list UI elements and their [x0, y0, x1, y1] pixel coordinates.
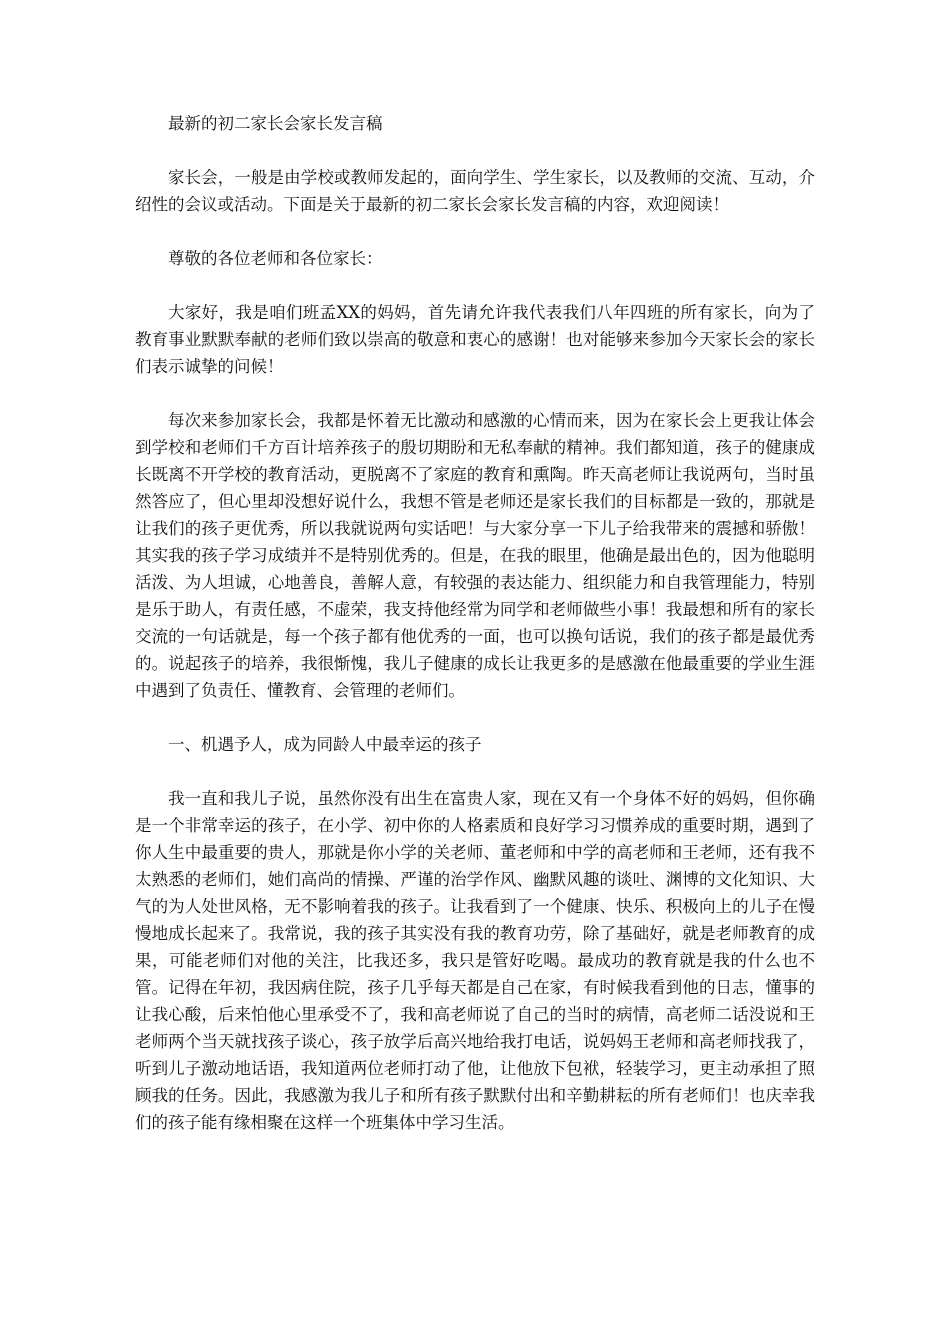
body-paragraph: 每次来参加家长会，我都是怀着无比激动和感激的心情而来，因为在家长会上更我让体会到学校和老师们千方百计培养孩子的殷切期盼和无私奉献的精神。我们都知道，孩子的健康成长既离不开学校的教育活动，更脱离不了家庭的教育和熏陶。昨天高老师让我说两句，当时虽然答应了，但心里却没想好说什么，我想不管是老师还是家长我们的目标都是一致的，那就是让我们的孩子更优秀，所以我就说两句实话吧！与大家分享一下儿子给我带来的震撼和骄傲！其实我的孩子学习成绩并不是特别优秀的。但是，在我的眼里，他确是最出色的，因为他聪明活泼、为人坦诚，心地善良，善解人意，有较强的表达能力、组织能力和自我管理能力，特别是乐于助人，有责任感，不虚荣，我支持他经常为同学和老师做些小事！我最想和所有的家长交流的一句话就是，每一个孩子都有他优秀的一面，也可以换句话说，我们的孩子都是最优秀的。说起孩子的培养，我很惭愧，我儿子健康的成长让我更多的是感激在他最重要的学业生涯中遇到了负责任、懂教育、会管理的老师们。	[135, 411, 815, 700]
document-title: 最新的初二家长会家长发言稿	[168, 114, 383, 133]
intro-paragraph: 家长会，一般是由学校或教师发起的，面向学生、学生家长，以及教师的交流、互动，介绍性的会议或活动。下面是关于最新的初二家长会家长发言稿的内容，欢迎阅读！	[135, 168, 815, 214]
greeting-paragraph: 大家好，我是咱们班孟XX的妈妈，首先请允许我代表我们八年四班的所有家长，向为了教育事业默默奉献的老师们致以崇高的敬意和衷心的感谢！也对能够来参加今天家长会的家长们表示诚挚的问候！	[135, 303, 815, 376]
document-body	[135, 110, 815, 1163]
section-heading: 一、机遇予人，成为同龄人中最幸运的孩子	[168, 735, 482, 754]
body-paragraph: 我一直和我儿子说，虽然你没有出生在富贵人家，现在又有一个身体不好的妈妈，但你确是一个非常幸运的孩子，在小学、初中你的人格素质和良好学习习惯养成的重要时期，遇到了你人生中最重要的贵人，那就是你小学的关老师、董老师和中学的高老师和王老师，还有我不太熟悉的老师们，她们高尚的情操、严谨的治学作风、幽默风趣的谈吐、渊博的文化知识、大气的为人处世风格，无不影响着我的孩子。让我看到了一个健康、快乐、积极向上的儿子在慢慢地成长起来了。我常说，我的孩子其实没有我的教育功劳，除了基础好，就是老师教育的成果，可能老师们对他的关注，比我还多，我只是管好吃喝。最成功的教育就是我的什么也不管。记得在年初，我因病住院，孩子几乎每天都是自己在家，有时候我看到他的日志，懂事的让我心酸，后来怕他心里承受不了，我和高老师说了自己的当时的病情，高老师二话没说和王老师两个当天就找孩子谈心，孩子放学后高兴地给我打电话，说妈妈王老师和高老师找我了，听到儿子激动地话语，我知道两位老师打动了他，让他放下包袱，轻装学习，更主动承担了照顾我的任务。因此，我感激为我儿子和所有孩子默默付出和辛勤耕耘的所有老师们！也庆幸我们的孩子能有缘相聚在这样一个班集体中学习生活。	[135, 789, 815, 1132]
salutation: 尊敬的各位老师和各位家长：	[168, 249, 383, 268]
